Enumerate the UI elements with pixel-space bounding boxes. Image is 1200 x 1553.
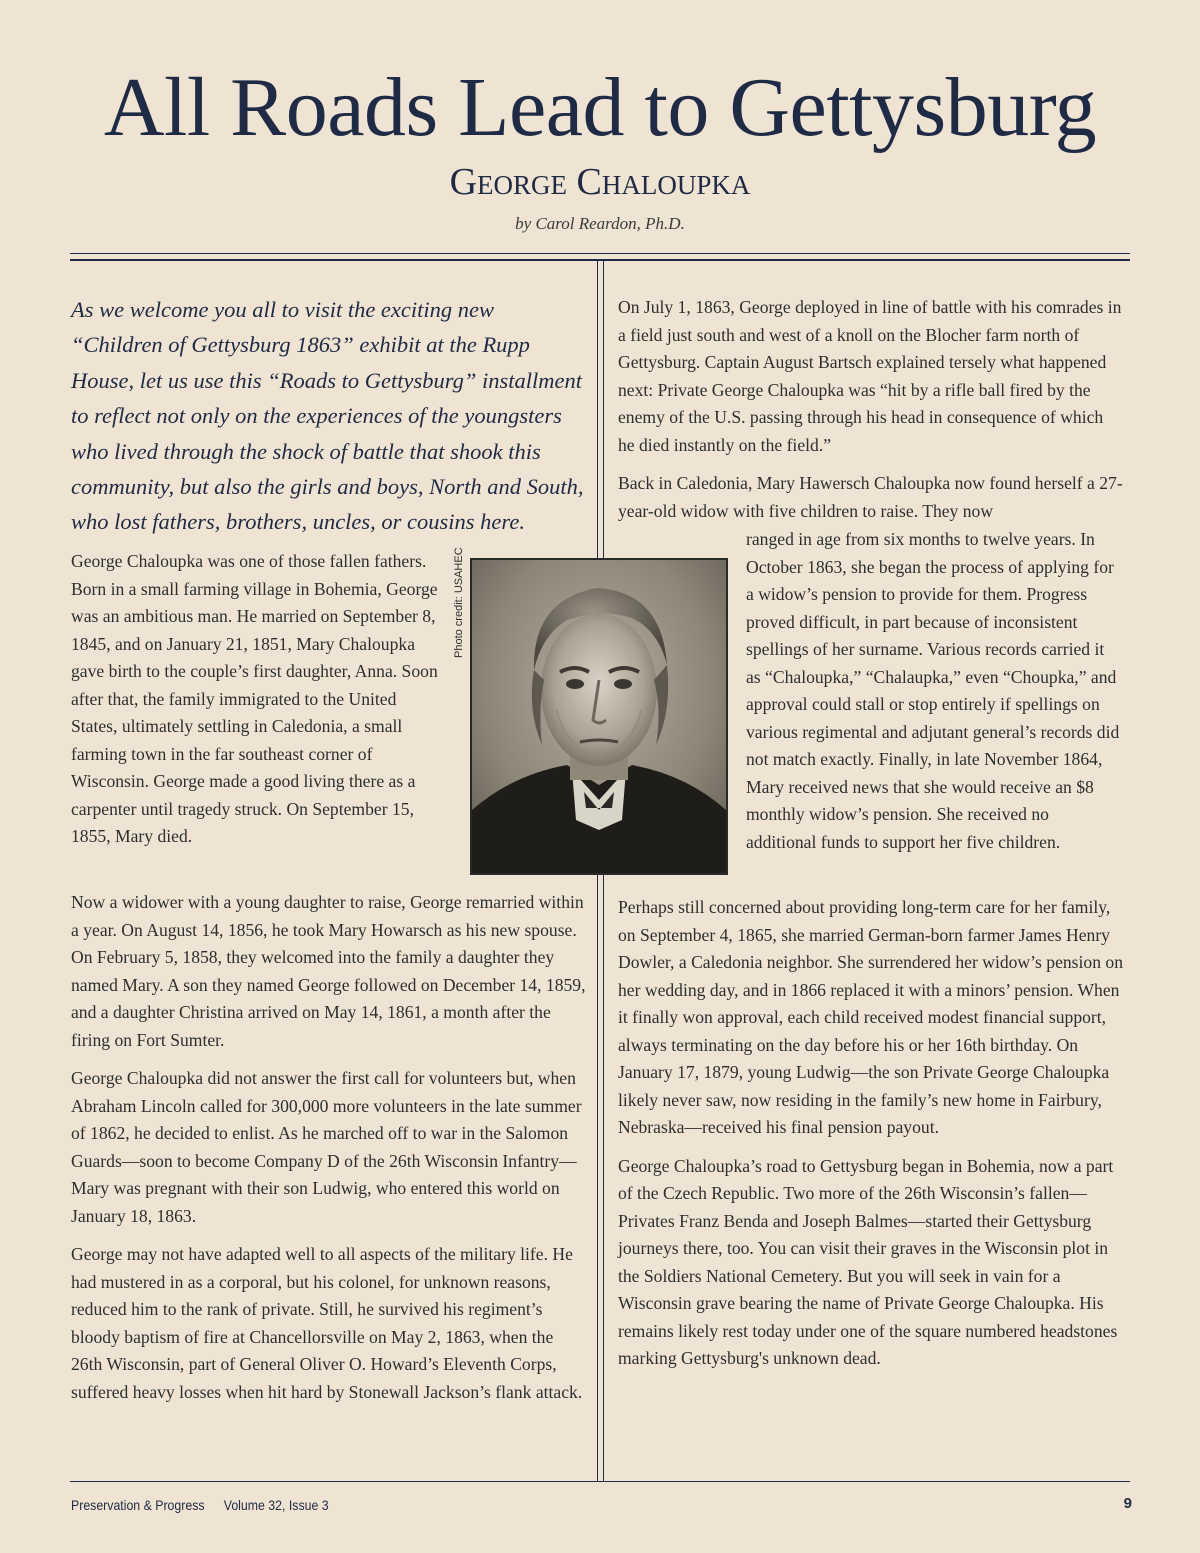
intro-paragraph: As we welcome you all to visit the exciting new “Children of Gettysburg 1863” exhibit at the Rupp House, let us use this “Roads to Gettysburg” installment to reflect not only on the experiences of the youngsters who lived through the shock of battle that shook this community, but also the girls and boys, North and South, who lost fathers, brothers, uncles, or cousins here. [71, 297, 584, 535]
publication-name: Preservation & Progress [71, 1497, 205, 1513]
right-column-wrapped [746, 526, 1123, 867]
header-rule-thin [70, 253, 1130, 254]
portrait-image [472, 560, 726, 873]
body-paragraph: George Chaloupka was one of those fallen fathers. Born in a small farming village in Bohemia, George was an ambitious man. He married on September 8, 1845, and on January 21, 1851, Mary Chaloupka gave birth to the couple’s first daughter, Anna. Soon after that, the family immigrated to the United States, ultimately settling in Caledonia, a small farming town in the far southeast corner of Wisconsin. George made a good living there as a carpenter until tragedy struck. On September 15, 1855, Mary died. [71, 551, 438, 846]
body-paragraph: George may not have adapted well to all aspects of the military life. He had mustered in as a corporal, but his colonel, for unknown reasons, reduced him to the rank of private. Still, he survived his regiment’s bloody baptism of fire at Chancellorsville on May 2, 1863, when the 26th Wisconsin, part of General Oliver O. Howard’s Eleventh Corps, suffered heavy losses when hit hard by Stonewall Jackson’s flank attack. [71, 1244, 583, 1402]
left-column-bottom [71, 889, 586, 1417]
body-paragraph-continued: ranged in age from six months to twelve years. In October 1863, she began the process of applying for a widow’s pension to provide for them. Progress proved difficult, in part because of inconsistent spellings of her surname. Various records carried it as “Chaloupka,” “Chalaupka,” even “Choupka,” and approval could stall or stop entirely if spellings on various regimental and adjutant general’s records did not match exactly. Finally, in late November 1864, Mary received news that she would receive an $8 monthly widow’s pension. She received no additional funds to support her five children. [746, 529, 1120, 852]
right-column-top [618, 294, 1123, 525]
right-column-bottom [618, 894, 1123, 1384]
footer-rule [70, 1481, 1130, 1482]
issue-label: Volume 32, Issue 3 [223, 1497, 329, 1513]
footer-publication [71, 1497, 344, 1513]
body-paragraph: On July 1, 1863, George deployed in line of battle with his comrades in a field just south and west of a knoll on the Blocher farm north of Gettysburg. Captain August Bartsch explained tersely what happened next: Private George Chaloupka was “hit by a rifle ball fired by the enemy of the U.S. passing through his head in consequence of which he died instantly on the field.” [618, 297, 1122, 455]
page-number: 9 [1123, 1495, 1132, 1512]
article-title: All Roads Lead to Gettysburg [103, 61, 1097, 154]
body-paragraph: Back in Caledonia, Mary Hawersch Chaloupka now found herself a 27-year-old widow with five children to raise. They now [618, 473, 1123, 521]
body-paragraph: Now a widower with a young daughter to raise, George remarried within a year. On August 14, 1856, he took Mary Howarsch as his new spouse. On February 5, 1858, they welcomed into the family a daughter they named Mary. A son they named George followed on December 14, 1859, and a daughter Christina arrived on May 14, 1861, a month after the firing on Fort Sumter. [71, 892, 586, 1050]
article-subtitle: George Chaloupka [449, 161, 751, 203]
header-rule-thick [70, 259, 1130, 261]
body-paragraph: George Chaloupka did not answer the first call for volunteers but, when Abraham Lincoln called for 300,000 more volunteers in the late summer of 1862, he decided to enlist. As he marched off to war in the Salomon Guards—soon to become Company D of the 26th Wisconsin Infantry—Mary was pregnant with their son Ludwig, who entered this world on January 18, 1863. [71, 1068, 582, 1226]
photo-credit: Photo credit: USAHEC [453, 547, 465, 658]
body-paragraph: George Chaloupka’s road to Gettysburg began in Bohemia, now a part of the Czech Republic. Two more of the 26th Wisconsin’s fallen—Privates Franz Benda and Joseph Balmes—started their Gettysburg journeys there, too. You can visit their graves in the Wisconsin plot in the Soldiers National Cemetery. But you will seek in vain for a Wisconsin grave bearing the name of Private George Chaloupka. His remains likely rest today under one of the square numbered headstones marking Gettysburg's unknown dead. [618, 1155, 1118, 1368]
portrait-photo [470, 558, 728, 875]
byline: by Carol Reardon, Ph.D. [515, 214, 685, 233]
body-paragraph: Perhaps still concerned about providing long-term care for her family, on September 4, 1865, she married German-born farmer James Henry Dowler, a Caledonia neighbor. She surrendered her widow’s pension on her wedding day, and in 1866 replaced it with a minors’ pension. When it finally won approval, each child received modest financial support, always terminating on the day before his or her 16th birthday. On January 17, 1879, young Ludwig—the son Private George Chaloupka likely never saw, now residing in the family’s new home in Fairbury, Nebraska—received his final pension payout. [618, 897, 1123, 1137]
left-column-top [71, 548, 443, 862]
